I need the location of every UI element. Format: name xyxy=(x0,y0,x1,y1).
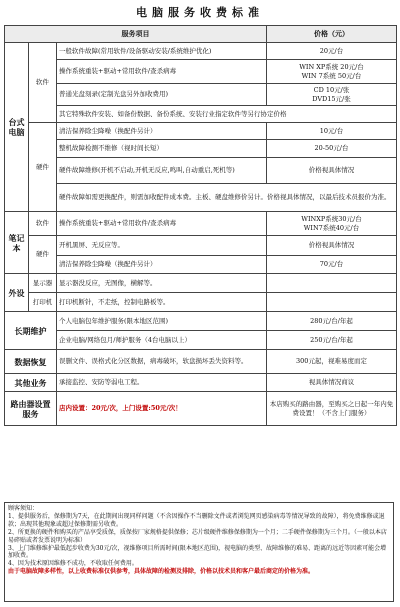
table-row xyxy=(5,212,397,236)
service-item: 承接监控、安防等弱电工程。 xyxy=(57,374,267,392)
service-item: 企业电脑/网络包月/师护服务（4台电脑以上） xyxy=(57,331,267,350)
table-row xyxy=(5,184,397,212)
service-price: 280元/台/年起 xyxy=(267,312,397,331)
service-item: 清洁保养除尘降噪（换配件另计） xyxy=(57,256,267,274)
table-row xyxy=(5,140,397,158)
table-row xyxy=(5,123,397,140)
subcategory-monitor: 显示器 xyxy=(29,274,57,293)
table-row xyxy=(5,374,397,392)
service-item: 清洁保养除尘降噪（换配件另计） xyxy=(57,123,267,140)
subcategory-printer: 打印机 xyxy=(29,293,57,312)
service-price xyxy=(267,212,397,236)
price-line: WIN7系统40元/台 xyxy=(303,223,360,232)
category-peripheral: 外设 xyxy=(5,274,29,312)
category-maintenance: 长期维护 xyxy=(5,312,57,350)
table-row xyxy=(5,350,397,374)
note-item: 2、所更换的硬件和购买的产品享受质保，质保按厂家规格提供保修；芯片级硬件维修保修期为一个月；二手硬件保修期为三个月。（一般以本店易碎贴或者发票说明为标准） xyxy=(8,528,387,544)
table-row xyxy=(5,293,397,312)
table-row xyxy=(5,106,397,123)
service-price: 250元/台/年起 xyxy=(267,331,397,350)
price-line: WIN XP系统 20元/台 xyxy=(299,63,364,72)
table-row xyxy=(5,158,397,184)
service-item: 其它特殊软件安装、如备份数据、备份系统、安装行业指定软件等另行协定价格 xyxy=(57,106,397,123)
service-item: 开机黑屏、无反应等。 xyxy=(57,236,267,256)
category-laptop: 笔记本 xyxy=(5,212,29,274)
note-item: 1、提供服务后，保修期为7天，在此期间出现同样问题（不含因操作不当删除文件或者浏览网页感染病毒等情况导致的故障），将免费维修或退款；出现其他现象或超过保修期需另收费。 xyxy=(8,512,385,528)
customer-notes xyxy=(4,502,394,602)
table-row xyxy=(5,331,397,350)
service-item: 显示器没反应，无图像，横解等。 xyxy=(57,274,267,293)
table-row xyxy=(5,312,397,331)
service-item: 个人电脑包年维护服务(限本地区范围) xyxy=(57,312,267,331)
category-router: 路由器设置服务 xyxy=(5,392,57,426)
note-item: 4、因为技术原因维修不成功，不收取任何费用。 xyxy=(8,560,138,568)
service-item: 普通光盘刻录(定制光盘另外加收费用) xyxy=(57,84,267,106)
service-item: 硬件故障维修(开机不启动,开机无反应,鸣叫,自动重启,死机等) xyxy=(57,158,267,184)
notes-heading: 顾客须知： xyxy=(8,505,39,512)
subcategory-desktop-software: 软件 xyxy=(29,43,57,123)
service-item: 整机故障检测不维修（视时间长短） xyxy=(57,140,267,158)
category-other: 其他业务 xyxy=(5,374,57,392)
price-line: CD 10元/张 xyxy=(313,86,350,95)
price-line: DVD15元/张 xyxy=(312,94,351,103)
price-table xyxy=(4,25,397,426)
service-item: 硬件故障如需更换配件，则需加收配件成本费。主板、硬盘维修价另计。价格视具体情况，以最后技术员报价为准。 xyxy=(57,184,397,212)
table-row xyxy=(5,43,397,60)
price-line: WINXP系统30元/台 xyxy=(301,215,362,224)
category-desktop: 台式电脑 xyxy=(5,43,29,212)
price-line: WIN 7系统 50元/台 xyxy=(301,71,362,80)
service-price: 10元/台 xyxy=(267,123,397,140)
table-row xyxy=(5,392,397,426)
table-row xyxy=(5,236,397,256)
table-row xyxy=(5,274,397,293)
service-item: 误删文件、误格式化分区数据，病毒破坏，软盘损坏丢失资料等。 xyxy=(57,350,267,374)
service-price: 本店购买的路由器，至购买之日起一年内免费设置！（不含上门服务） xyxy=(267,392,397,426)
category-recovery: 数据恢复 xyxy=(5,350,57,374)
service-price xyxy=(267,60,397,84)
table-row xyxy=(5,60,397,84)
service-price: 70元/台 xyxy=(267,256,397,274)
table-row xyxy=(5,84,397,106)
service-price: 20元/台 xyxy=(267,43,397,60)
table-header-row xyxy=(5,26,397,43)
service-price xyxy=(267,274,397,293)
service-price: 价格视具体情况 xyxy=(267,236,397,256)
service-price: 20-50元/台 xyxy=(267,140,397,158)
notes-disclaimer: 由于电脑故障多样性，以上收费标准仅供参考，具体故障的检测及排除，价格以技术员和客户最后商定的价格为准。 xyxy=(8,568,315,576)
table-row xyxy=(5,256,397,274)
subcategory-desktop-hardware: 硬件 xyxy=(29,123,57,212)
service-item: 打印机断针，不走纸，控制电路板等。 xyxy=(57,293,267,312)
header-item: 服务项目 xyxy=(5,26,267,43)
service-price: 300元起，视难易度而定 xyxy=(267,350,397,374)
service-price xyxy=(267,84,397,106)
service-price xyxy=(267,293,397,312)
note-item: 3、上门维修维护最低起步收费为30元/次，视维修项目所需时间(限本地区范围)，视电脑的类型、故障维修的难易、距离的远近等因素可能会增加收费。 xyxy=(8,544,387,560)
subcategory-laptop-software: 软件 xyxy=(29,212,57,236)
service-item: 店内设置：20元/次，上门设置:50元/次！ xyxy=(57,392,267,426)
page-title: 电脑服务收费标准 xyxy=(136,6,264,19)
service-item: 操作系统重装+驱动+常用软件/查杀病毒 xyxy=(57,60,267,84)
subcategory-laptop-hardware: 硬件 xyxy=(29,236,57,274)
service-item: 操作系统重装+驱动+常用软件/查杀病毒 xyxy=(57,212,267,236)
service-price: 价格视具体情况 xyxy=(267,158,397,184)
service-price: 视具体情况商议 xyxy=(267,374,397,392)
service-item: 一般软件故障(常用软件/设备驱动安装/系统维护优化) xyxy=(57,43,267,60)
header-price: 价格（元） xyxy=(267,26,397,43)
